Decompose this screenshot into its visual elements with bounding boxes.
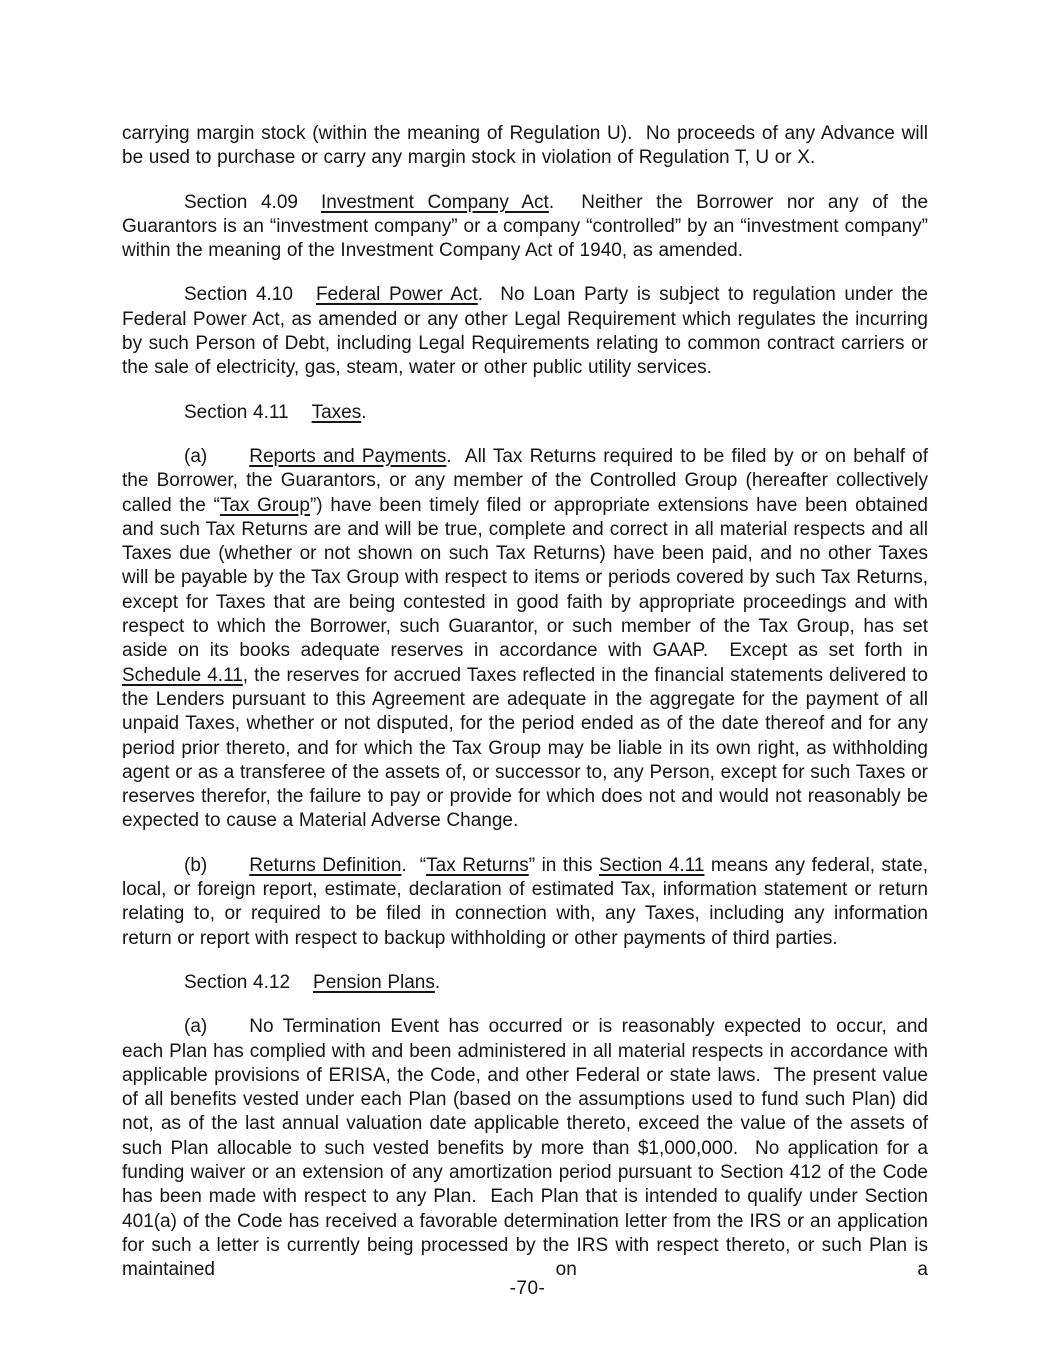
text-run: ” in this — [528, 854, 599, 876]
underlined-text: Section 4.11 — [598, 854, 705, 876]
underlined-text: Federal Power Act — [315, 284, 478, 306]
section-4-12-pension-plans-heading — [122, 971, 928, 995]
document-body — [122, 122, 928, 1302]
underlined-text: Schedule 4.11 — [122, 664, 243, 686]
para-4-11-a-reports-and-payments — [122, 445, 928, 834]
continuation-paragraph — [122, 122, 928, 171]
text-run: Section 4.11 — [184, 401, 289, 423]
text-run: (b) — [184, 854, 208, 876]
text-run: . — [361, 401, 367, 423]
text-run: . All Tax Returns required to be filed by or on behalf of the Borrower, the Guarantors, or any member of the Controlled Group (hereafter collectively called the “ — [122, 445, 928, 516]
underlined-text: Taxes — [311, 401, 362, 423]
para-4-12-a-no-termination-event — [122, 1015, 928, 1282]
text-run: . — [434, 971, 441, 993]
page-number: -70- — [509, 1278, 546, 1299]
text-run: (a) — [184, 445, 208, 467]
para-4-11-b-returns-definition — [122, 854, 928, 951]
text-run: . “ — [401, 854, 427, 876]
underlined-text: Returns Definition — [249, 854, 402, 876]
text-run: No Termination Event has occurred or is reasonably expected to occur, and each Plan has complied with and been administered in all material respects in accordance with applicable provisions of ERISA, the Code, and other Federal or state laws. The present value of all benefits vested under each Plan (based on the assumptions used to fund such Plan) did not, as of the last annual valuation date applicable thereto, exceed the value of the assets of such Plan allocable to such vested benefits by more than $1,000,000. No application for a funding waiver or an extension of any amortization period pursuant to Section 412 of the Code has been made with respect to any Plan. Each Plan that is intended to qualify under Section 401(a) of the Code has received a favorable determination letter from the IRS or an application for such a letter is currently being processed by the IRS with respect thereto, or such Plan is maintained on a — [122, 1016, 928, 1281]
text-run: Section 4.09 — [184, 191, 298, 213]
section-4-09-investment-company-act — [122, 191, 928, 264]
section-4-11-taxes-heading — [122, 401, 928, 425]
underlined-text: Tax Group — [219, 494, 310, 516]
text-run: ”) have been timely filed or appropriate extensions have been obtained and such Tax Returns are and will be true, complete and correct in all material respects and all Taxes due (whether or not shown on such Tax Returns) have been paid, and no other Taxes will be payable by the Tax Group with respect to items or periods covered by such Tax Returns, except for Taxes that are being contested in good faith by appropriate proceedings and with respect to which the Borrower, such Guarantor, or such member of the Tax Group, has set aside on its books adequate reserves in accordance with GAAP. Except as set forth in — [122, 494, 929, 662]
text-run: (a) — [184, 1016, 208, 1038]
text-run: carrying margin stock (within the meaning of Regulation U). No proceeds of any Advance will be used to purchase or carry any margin stock in violation of Regulation T, U or X. — [122, 123, 928, 169]
underlined-text: Pension Plans — [313, 971, 435, 993]
underlined-text: Investment Company Act — [320, 191, 549, 213]
text-run: . Neither the Borrower nor any of the Guarantors is an “investment company” or a company “controlled” by an “investment company” within the meaning of the Investment Company Act of 1940, as amended. — [122, 191, 929, 262]
text-run: means any federal, state, local, or foreign report, estimate, declaration of estimated Tax, information statement or return relating to, or required to be filed in connection with, any Taxes, including any information return or report with respect to backup withholding or other payments of third parties. — [122, 854, 928, 949]
section-4-10-federal-power-act — [122, 283, 928, 380]
text-run: . No Loan Party is subject to regulation under the Federal Power Act, as amended or any other Legal Requirement which regulates the incurring by such Person of Debt, including Legal Requirements relating to common contract carriers or the sale of electricity, gas, steam, water or other public utility services. — [122, 284, 928, 379]
text-run: Section 4.10 — [184, 284, 293, 306]
underlined-text: Tax Returns — [426, 854, 529, 876]
underlined-text: Reports and Payments — [249, 445, 447, 467]
text-run: Section 4.12 — [184, 971, 291, 993]
text-run: , the reserves for accrued Taxes reflected in the financial statements delivered to the Lenders pursuant to this Agreement are adequate in the aggregate for the payment of all unpaid Taxes, whether or not disputed, for the period ended as of the date thereof and for any period prior thereto, and for which the Tax Group may be liable in its own right, as withholding agent or as a transferee of the assets of, or successor to, any Person, except for such Taxes or reserves therefor, the failure to pay or provide for which does not and would not reasonably be expected to cause a Material Adverse Change. — [122, 664, 928, 832]
